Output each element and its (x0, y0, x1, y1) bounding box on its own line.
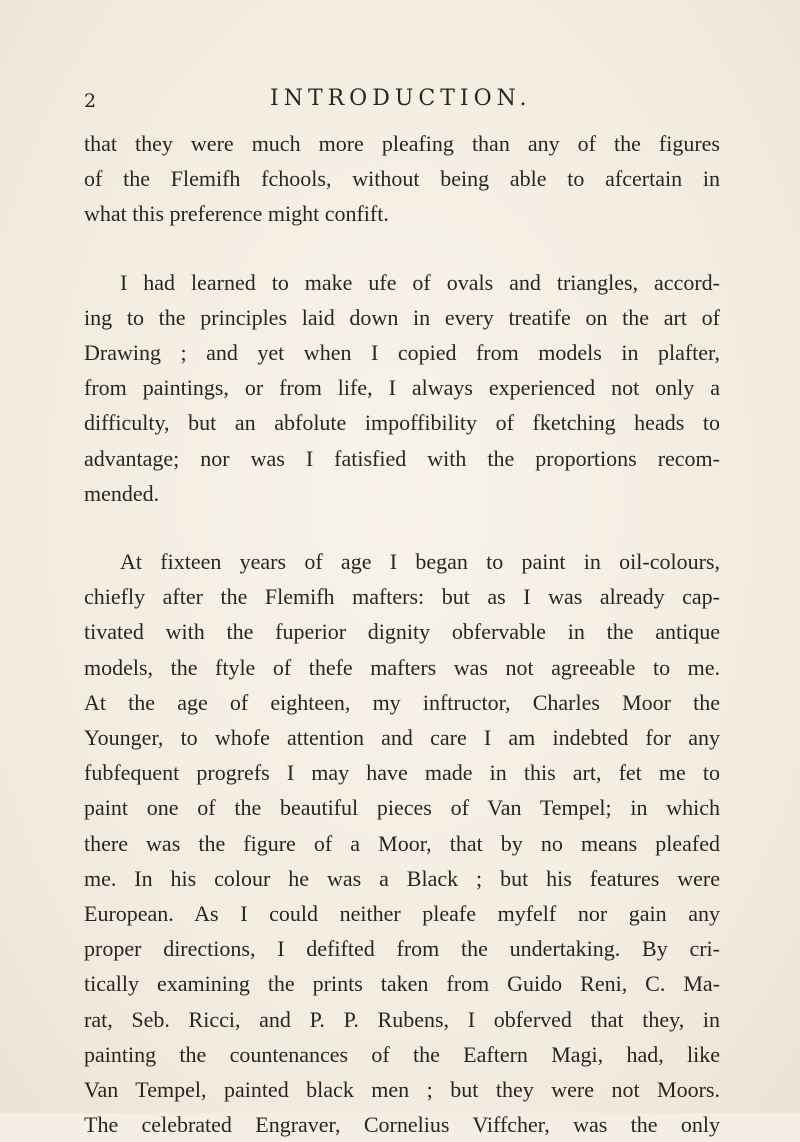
text-line: what this preference might confift. (84, 201, 389, 227)
text-line: Younger, to whofe attention and care I am indebted for any (84, 725, 720, 751)
text-line: advantage; nor was I fatisfied with the proportions recom- (84, 445, 720, 471)
text-line: paint one of the beautiful pieces of Van Tempel; in which (84, 795, 720, 821)
text-line: Van Tempel, painted black men ; but they were not Moors. (84, 1077, 720, 1103)
text-line: from paintings, or from life, I always experienced not only a (84, 375, 720, 401)
text-line: difficulty, but an abfolute impoffibility of fketching heads to (84, 410, 720, 436)
text-line: fubfequent progrefs I may have made in this art, fet me to (84, 760, 720, 786)
text-line: I had learned to make ufe of ovals and triangles, accord- (120, 269, 720, 295)
paragraph-gap (84, 232, 720, 265)
text-line: chiefly after the Flemifh mafters: but as I was already cap- (84, 584, 720, 610)
page-number: 2 (84, 90, 97, 112)
body-text (84, 126, 720, 1142)
text-line: The celebrated Engraver, Cornelius Viffcher, was the only (84, 1112, 720, 1138)
text-line: tically examining the prints taken from Guido Reni, C. Ma- (84, 971, 720, 997)
text-line: ing to the principles laid down in every treatife on the art of (84, 304, 720, 330)
text-line: At the age of eighteen, my inftructor, Charles Moor the (84, 689, 720, 715)
paragraph-gap (84, 511, 720, 544)
text-line: models, the ftyle of thefe mafters was not agreeable to me. (84, 654, 720, 680)
text-line: me. In his colour he was a Black ; but his features were (84, 865, 720, 891)
text-line: European. As I could neither pleafe myfelf nor gain any (84, 901, 720, 927)
text-line: painting the countenances of the Eaftern Magi, had, like (84, 1041, 720, 1067)
text-line: there was the figure of a Moor, that by no means pleafed (84, 830, 720, 856)
text-line: Drawing ; and yet when I copied from models in plafter, (84, 340, 720, 366)
text-line: rat, Seb. Ricci, and P. P. Rubens, I obferved that they, in (84, 1006, 720, 1032)
text-line: mended. (84, 480, 160, 506)
page-header (0, 86, 800, 116)
text-line: that they were much more pleafing than any of the figures (84, 131, 720, 156)
text-line: At fixteen years of age I began to paint in oil-colours, (120, 549, 720, 575)
running-head: INTRODUCTION. (270, 86, 532, 111)
text-line: proper directions, I defifted from the undertaking. By cri- (84, 936, 720, 962)
text-line: of the Flemifh fchools, without being able to afcertain in (84, 166, 720, 192)
text-line: tivated with the fuperior dignity obfervable in the antique (84, 619, 720, 645)
